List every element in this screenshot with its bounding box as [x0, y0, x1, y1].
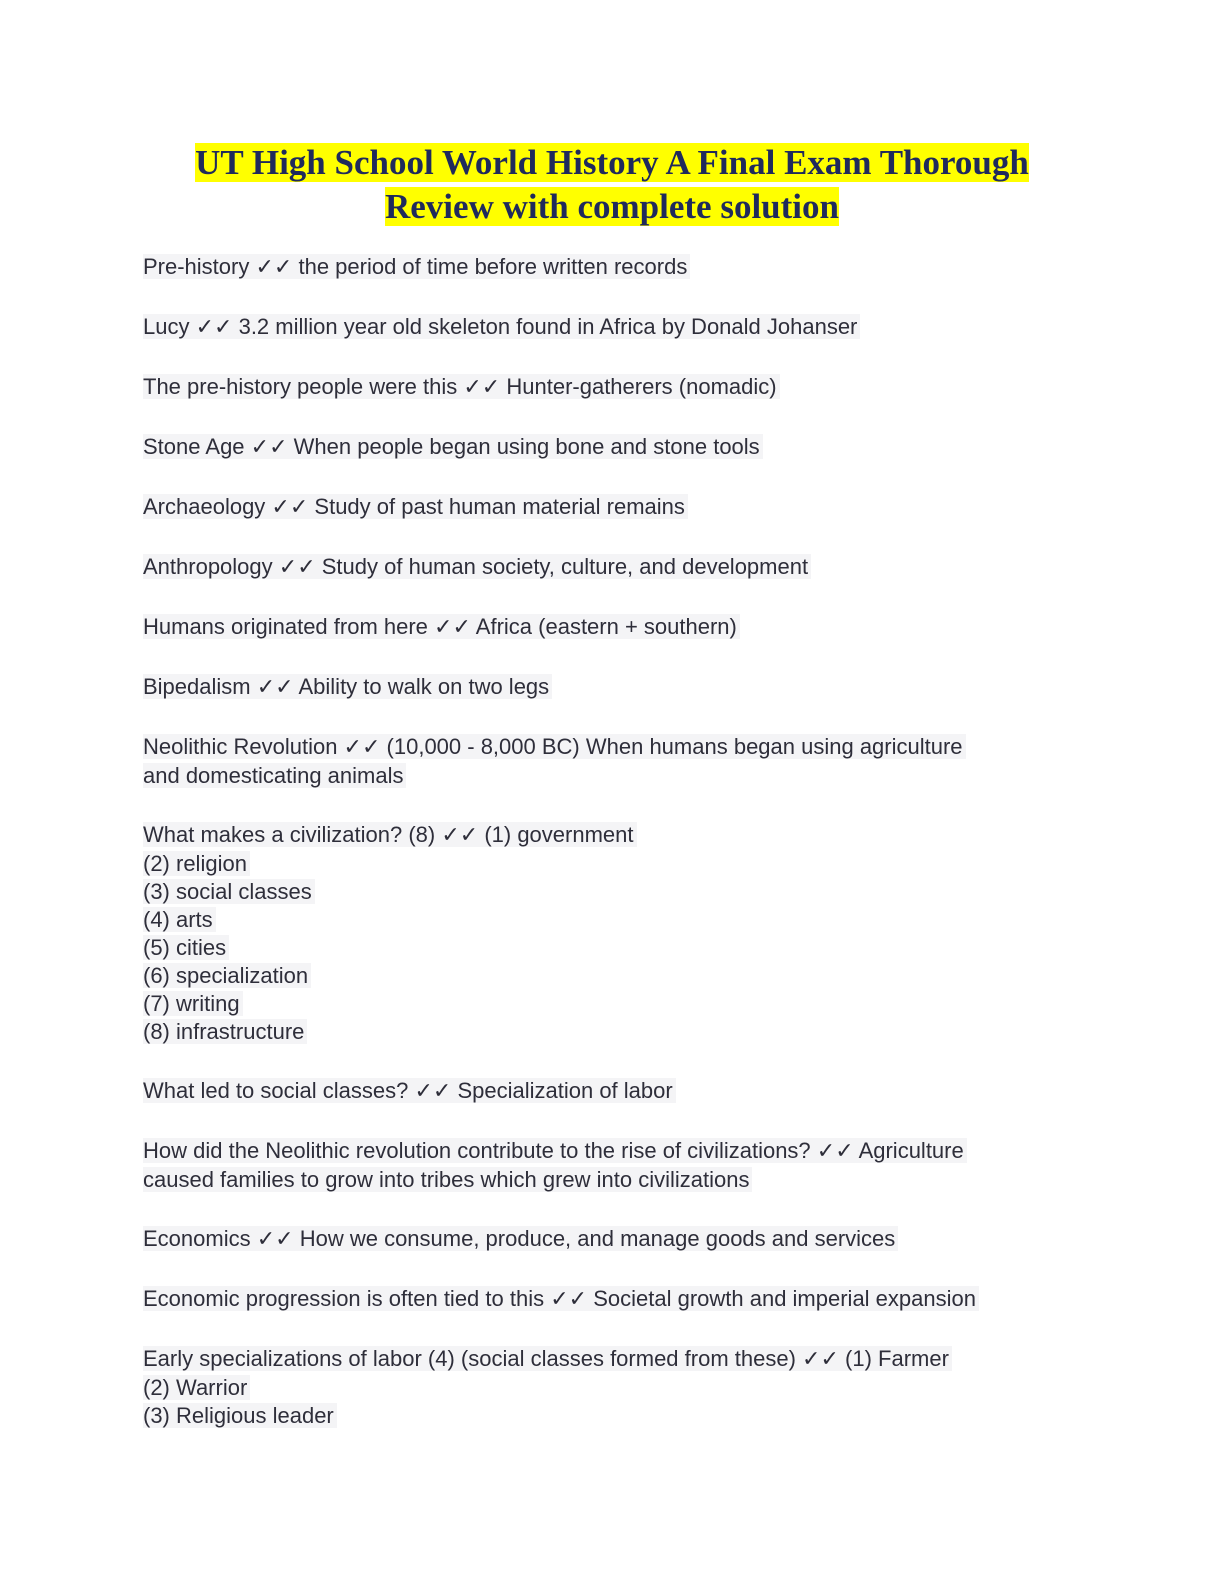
- question-answer-line: [143, 554, 811, 579]
- entry-line: [143, 1285, 1063, 1314]
- flashcard-entry: [143, 313, 1063, 342]
- flashcard-entry: [143, 821, 1063, 1046]
- question-answer-line: [143, 1138, 967, 1163]
- question-answer-line: [143, 314, 860, 339]
- double-check-icon: ✓✓: [256, 1227, 294, 1252]
- entry-line: [143, 1137, 1063, 1166]
- entry-line: [143, 673, 1063, 702]
- entry-term: Anthropology: [143, 554, 279, 579]
- entry-term: Lucy: [143, 314, 196, 339]
- entry-answer: Specialization of labor: [451, 1078, 673, 1103]
- question-answer-line: [143, 1226, 898, 1251]
- entry-line: [143, 850, 1063, 878]
- double-check-icon: ✓✓: [271, 495, 309, 520]
- double-check-icon: ✓✓: [278, 555, 316, 580]
- entry-term: Stone Age: [143, 434, 251, 459]
- question-answer-line: [143, 434, 763, 459]
- entry-answer: When people began using bone and stone tools: [287, 434, 760, 459]
- continuation-line: caused families to grow into tribes which grew into civilizations: [143, 1167, 752, 1192]
- entry-line: [143, 821, 1063, 850]
- question-answer-line: [143, 674, 552, 699]
- entry-line: [143, 962, 1063, 990]
- entry-line: [143, 1077, 1063, 1106]
- question-answer-line: [143, 1346, 952, 1371]
- question-answer-line: [143, 734, 966, 759]
- double-check-icon: ✓✓: [414, 1079, 452, 1104]
- entry-answer: Study of human society, culture, and development: [315, 554, 809, 579]
- question-answer-line: [143, 1286, 979, 1311]
- continuation-line: and domesticating animals: [143, 763, 406, 788]
- entry-term: Neolithic Revolution: [143, 734, 344, 759]
- flashcard-entry: [143, 433, 1063, 462]
- entry-term: What makes a civilization? (8): [143, 822, 442, 847]
- question-answer-line: [143, 374, 780, 399]
- flashcard-entry: [143, 493, 1063, 522]
- double-check-icon: ✓✓: [550, 1287, 588, 1312]
- continuation-line: (7) writing: [143, 991, 243, 1016]
- entry-answer: (10,000 - 8,000 BC) When humans began using agriculture: [380, 734, 963, 759]
- continuation-line: (4) arts: [143, 907, 216, 932]
- entry-term: How did the Neolithic revolution contribute to the rise of civilizations?: [143, 1138, 817, 1163]
- entry-term: Pre-history: [143, 254, 256, 279]
- entry-line: [143, 1374, 1063, 1402]
- entry-line: [143, 762, 1063, 790]
- double-check-icon: ✓✓: [343, 735, 381, 760]
- question-answer-line: [143, 1078, 676, 1103]
- entry-line: [143, 906, 1063, 934]
- question-answer-line: [143, 494, 688, 519]
- double-check-icon: ✓✓: [816, 1139, 854, 1164]
- continuation-line: (2) religion: [143, 851, 250, 876]
- entry-line: [143, 1345, 1063, 1374]
- document-title: [140, 141, 1084, 229]
- flashcard-entry: [143, 373, 1063, 402]
- entry-term: Archaeology: [143, 494, 272, 519]
- entry-line: [143, 733, 1063, 762]
- entry-term: Humans originated from here: [143, 614, 435, 639]
- flashcard-entry: [143, 733, 1063, 790]
- entry-answer: the period of time before written records: [292, 254, 688, 279]
- title-line-2: Review with complete solution: [385, 187, 839, 226]
- double-check-icon: ✓✓: [802, 1347, 839, 1372]
- entry-answer: Ability to walk on two legs: [293, 674, 550, 699]
- entry-term: What led to social classes?: [143, 1078, 415, 1103]
- entry-line: [143, 253, 1063, 282]
- entry-line: [143, 373, 1063, 402]
- flashcard-entry: [143, 253, 1063, 282]
- entry-line: [143, 553, 1063, 582]
- flashcard-entry: [143, 613, 1063, 642]
- double-check-icon: ✓✓: [255, 255, 293, 280]
- entry-line: [143, 1018, 1063, 1046]
- flashcard-list: [143, 253, 1063, 1461]
- entry-answer: Africa (eastern + southern): [470, 614, 737, 639]
- continuation-line: (8) infrastructure: [143, 1019, 307, 1044]
- entry-answer: Societal growth and imperial expansion: [587, 1286, 976, 1311]
- entry-term: Economics: [143, 1226, 257, 1251]
- double-check-icon: ✓✓: [463, 375, 501, 400]
- flashcard-entry: [143, 1225, 1063, 1254]
- continuation-line: (6) specialization: [143, 963, 311, 988]
- entry-line: [143, 1225, 1063, 1254]
- flashcard-entry: [143, 1345, 1063, 1430]
- entry-answer: (1) Farmer: [838, 1346, 949, 1371]
- continuation-line: (5) cities: [143, 935, 229, 960]
- entry-answer: Agriculture: [853, 1138, 964, 1163]
- entry-line: [143, 613, 1063, 642]
- question-answer-line: [143, 822, 637, 847]
- flashcard-entry: [143, 1077, 1063, 1106]
- entry-line: [143, 990, 1063, 1018]
- question-answer-line: [143, 614, 740, 639]
- continuation-line: (3) Religious leader: [143, 1403, 337, 1428]
- entry-term: Early specializations of labor (4) (social classes formed from these): [143, 1346, 803, 1371]
- entry-term: The pre-history people were this: [143, 374, 464, 399]
- double-check-icon: ✓✓: [195, 315, 233, 340]
- double-check-icon: ✓✓: [441, 823, 479, 848]
- entry-answer: (1) government: [478, 822, 634, 847]
- entry-answer: Study of past human material remains: [308, 494, 685, 519]
- continuation-line: (2) Warrior: [143, 1375, 250, 1400]
- entry-term: Bipedalism: [143, 674, 257, 699]
- flashcard-entry: [143, 1285, 1063, 1314]
- entry-answer: How we consume, produce, and manage goods and services: [293, 1226, 896, 1251]
- entry-line: [143, 1166, 1063, 1194]
- double-check-icon: ✓✓: [256, 675, 294, 700]
- title-line-1: UT High School World History A Final Exam Thorough: [195, 143, 1029, 182]
- flashcard-entry: [143, 553, 1063, 582]
- entry-line: [143, 493, 1063, 522]
- entry-line: [143, 1402, 1063, 1430]
- question-answer-line: [143, 254, 690, 279]
- flashcard-entry: [143, 1137, 1063, 1194]
- entry-term: Economic progression is often tied to this: [143, 1286, 551, 1311]
- entry-answer: Hunter-gatherers (nomadic): [500, 374, 777, 399]
- double-check-icon: ✓✓: [434, 615, 471, 640]
- entry-line: [143, 313, 1063, 342]
- entry-line: [143, 878, 1063, 906]
- double-check-icon: ✓✓: [250, 435, 288, 460]
- flashcard-entry: [143, 673, 1063, 702]
- entry-answer: 3.2 million year old skeleton found in Africa by Donald Johanser: [232, 314, 858, 339]
- entry-line: [143, 934, 1063, 962]
- entry-line: [143, 433, 1063, 462]
- continuation-line: (3) social classes: [143, 879, 315, 904]
